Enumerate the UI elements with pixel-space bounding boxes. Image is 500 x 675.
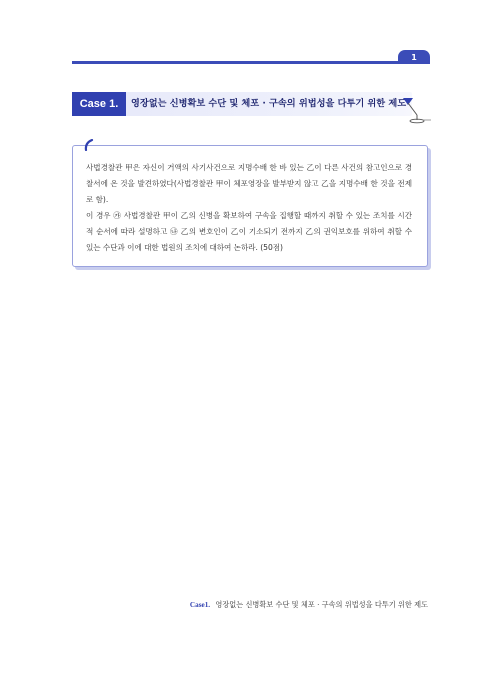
footer-title: 영장없는 신병확보 수단 및 체포 · 구속의 위법성을 다투기 위한 제도	[215, 600, 428, 609]
page-number: 1	[398, 50, 430, 64]
problem-text	[86, 160, 412, 255]
problem-paragraph: 이 경우 ㉮ 사법경찰관 甲이 乙의 신병을 확보하여 구속을 집행할 때까지 취할 수 있는 조치를 시간적 순서에 따라 설명하고 ㉯ 乙의 변호인이 乙이 기소되기 전까지 乙의 권익보호를 위하여 취할 수 있는 수단과 이에 대한 법원의 조치에 대하여 논하라. (50점)	[86, 210, 412, 252]
page-footer	[100, 600, 428, 610]
case-title: 영장없는 신병확보 수단 및 체포 · 구속의 위법성을 다투기 위한 제도	[131, 98, 407, 109]
footer-case-number: Case1.	[189, 601, 211, 609]
quote-mark-icon	[84, 139, 94, 151]
desk-lamp-icon	[401, 94, 433, 124]
problem-paragraph: 사법경찰관 甲은 자신이 거액의 사기사건으로 지명수배 한 바 있는 乙이 다른 사건의 참고인으로 경찰서에 온 것을 발견하였다(사법경찰관 甲이 체포영장을 발부받지 않고 乙을 지명수배 한 것을 전제로 함).	[86, 163, 412, 204]
case-label: Case 1.	[72, 92, 126, 116]
header-rule	[72, 61, 428, 64]
